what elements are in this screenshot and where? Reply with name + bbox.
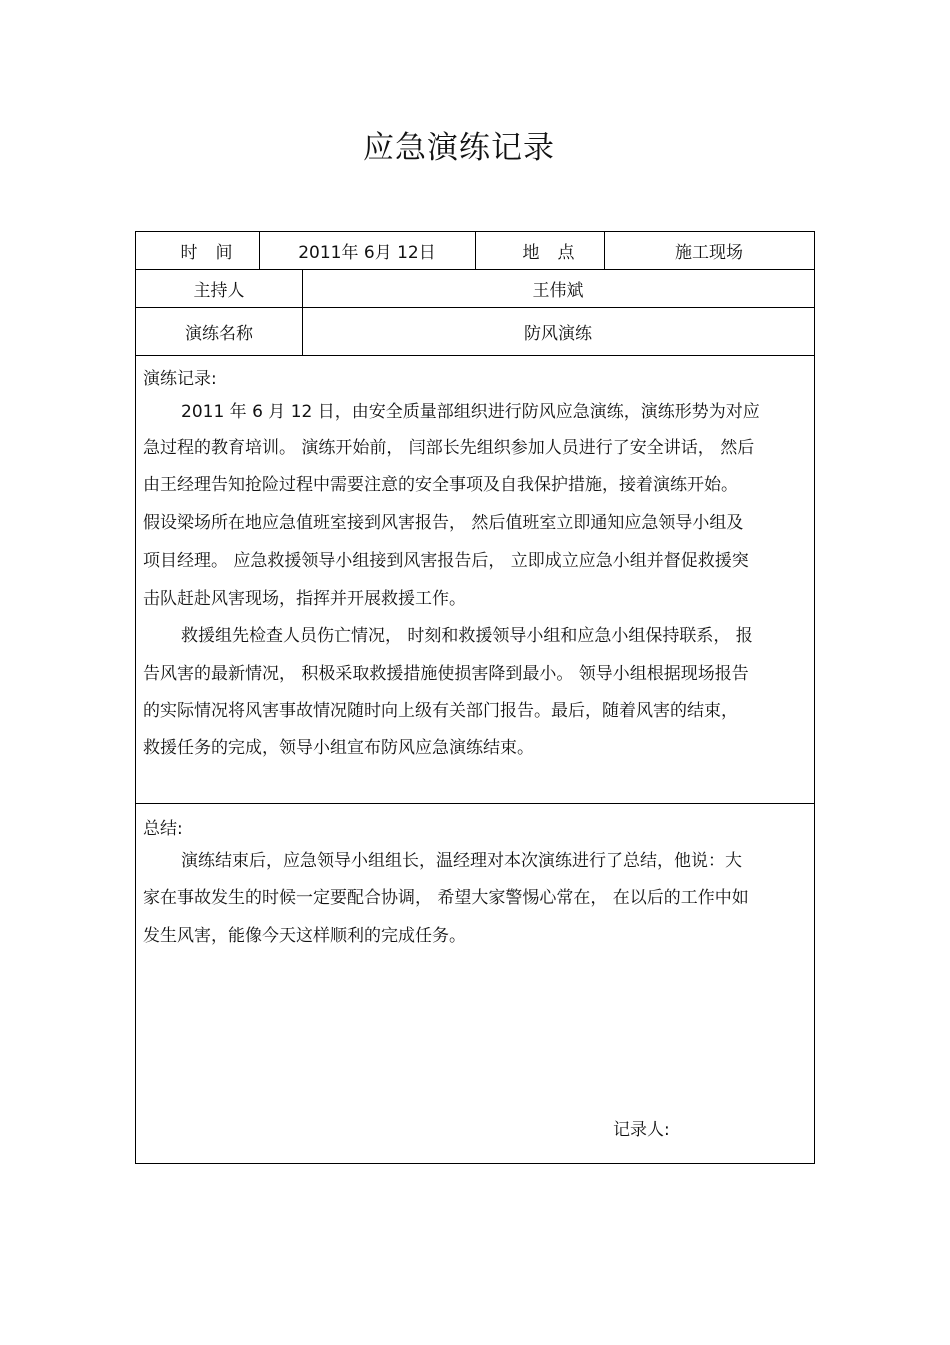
record-line: 由王经理告知抢险过程中需要注意的安全事项及自我保护措施，接着演练开始。 [143,475,738,495]
drill-name-label: 演练名称 [185,323,253,344]
record-line: 告风害的最新情况， 积极采取救援措施使损害降到最小。 领导小组根据现场报告 [143,664,749,684]
summary-line: 发生风害，能像今天这样顺利的完成任务。 [143,926,466,946]
summary-label: 总结: [143,819,183,839]
summary-line: 演练结束后，应急领导小组组长，温经理对本次演练进行了总结，他说：大 [181,851,742,871]
record-line: 项目经理。 应急救援领导小组接到风害报告后， 立即成立应急小组并督促救援突 [143,551,749,571]
row-divider [136,803,814,804]
drill-name-value: 防风演练 [524,323,592,344]
host-label: 主持人 [193,280,245,301]
record-line: 急过程的教育培训。 演练开始前， 闫部长先组织参加人员进行了安全讲话， 然后 [143,438,755,458]
place-label: 地点 [522,243,593,263]
record-line: 救援组先检查人员伤亡情况， 时刻和救援领导小组和应急小组保持联系， 报 [181,626,753,646]
time-value: 2011年 6月 12日 [298,243,436,263]
page-title: 应急演练记录 [363,130,555,166]
time-label: 时间 [180,243,251,263]
record-line: 救援任务的完成，领导小组宣布防风应急演练结束。 [143,738,534,758]
host-value: 王伟斌 [532,280,584,301]
summary-line: 家在事故发生的时候一定要配合协调， 希望大家警惕心常在， 在以后的工作中如 [143,888,749,908]
record-line: 击队赶赴风害现场，指挥并开展救援工作。 [143,589,466,609]
recorder-label: 记录人: [613,1120,670,1140]
place-value: 施工现场 [675,243,743,263]
row-divider [136,355,814,356]
drill-record-form [135,231,815,1164]
record-line: 假设梁场所在地应急值班室接到风害报告， 然后值班室立即通知应急领导小组及 [143,513,744,533]
record-label: 演练记录: [143,369,217,389]
record-line: 的实际情况将风害事故情况随时向上级有关部门报告。最后，随着风害的结束， [143,701,738,721]
record-line: 2011 年 6 月 12 日，由安全质量部组织进行防风应急演练，演练形势为对应 [181,402,760,422]
